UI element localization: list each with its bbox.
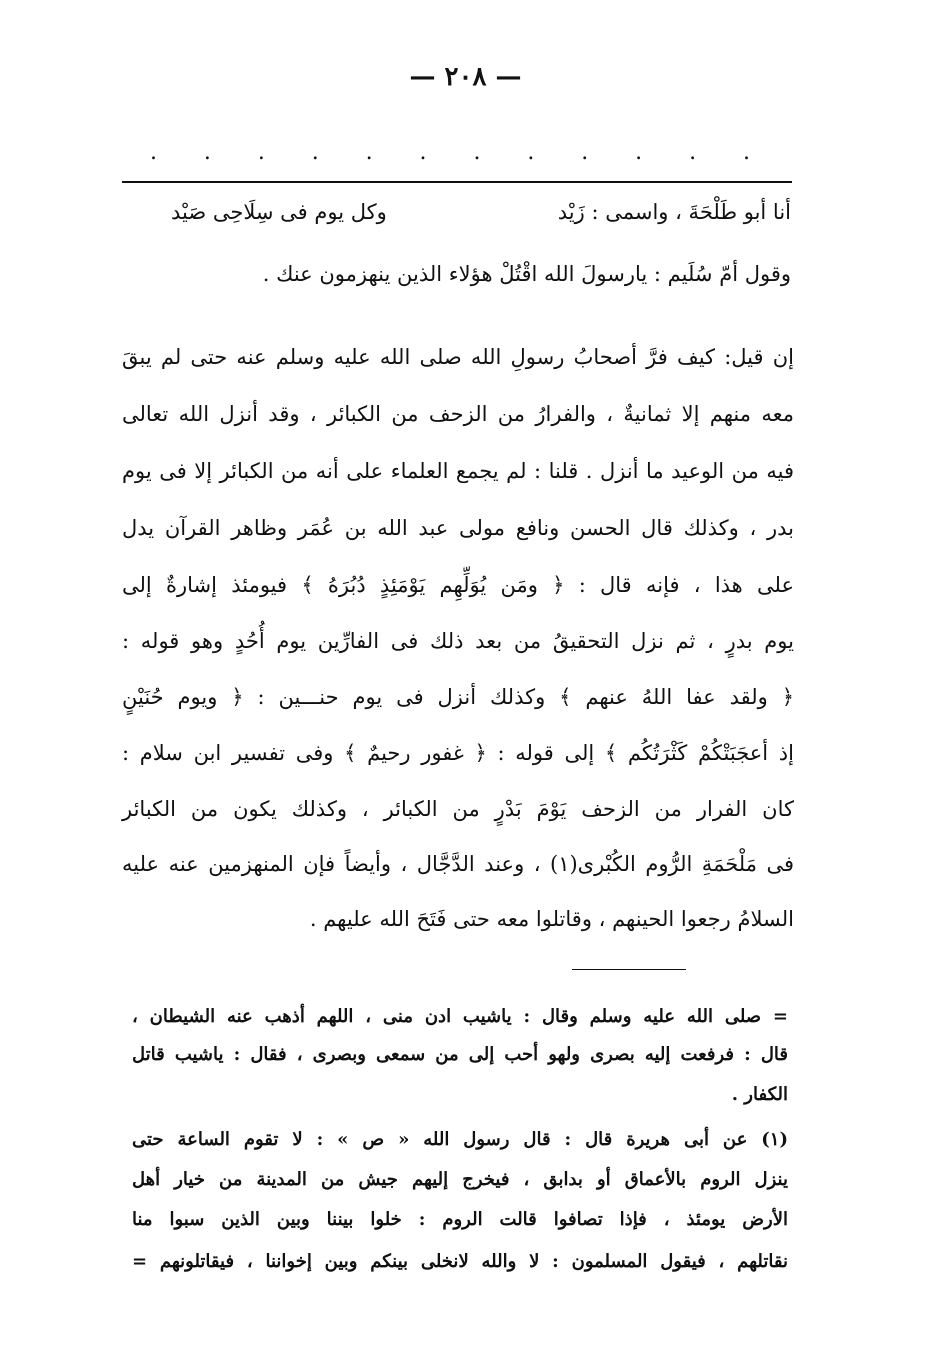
- dot: .: [473, 140, 481, 165]
- verse-line-1: [171, 200, 791, 224]
- verse-line-2: وقول أمّ سُلَيم : يارسولَ الله اقْتُلْ هؤلاء الذين ينهزمون عنك .: [262, 262, 791, 286]
- dot: .: [581, 140, 589, 165]
- dot: .: [689, 140, 697, 165]
- dot: .: [635, 140, 643, 165]
- body-line: كان الفرار من الزحف يَوْمَ بَدْرٍ من الكبائر ، وكذلك يكون من الكبائر: [122, 797, 794, 821]
- dots-row: [150, 140, 750, 165]
- footnote-line: ينزل الروم بالأعماق أو بدابق ، فيخرج إليهم جيش من المدينة من خيار أهل: [132, 1169, 788, 1190]
- dot: .: [203, 140, 211, 165]
- dot: .: [365, 140, 373, 165]
- body-line: ﴿ ولقد عفا اللهُ عنهم ﴾ وكذلك أنزل فى يوم حنـــين : ﴿ ويوم حُنَيْنٍ: [122, 685, 794, 709]
- body-line: إذ أعجَبَتْكُمْ كَثْرَتُكُم ﴾ إلى قوله : ﴿ غفور رحيمٌ ﴾ وفى تفسير ابن سلام :: [122, 741, 794, 765]
- footnote-line: = صلى الله عليه وسلم وقال : ياشيب ادن منى ، اللهم أذهب عنه الشيطان ،: [132, 1006, 788, 1027]
- dot: .: [742, 140, 750, 165]
- dot: .: [419, 140, 427, 165]
- footnote-line: نقاتلهم ، فيقول المسلمون : لا والله لانخلى بينكم وبين إخواننا ، فيقاتلونهم =: [132, 1251, 788, 1272]
- body-line: السلامُ رجعوا الحينهم ، وقاتلوا معه حتى فَتَحَ الله عليهم .: [309, 907, 794, 931]
- dot: .: [150, 140, 157, 165]
- body-line: فيه من الوعيد ما أنزل . قلنا : لم يجمع العلماء على أنه من الكبائر إلا فى يوم: [122, 459, 794, 483]
- dot: .: [527, 140, 535, 165]
- body-line: معه منهم إلا ثمانيةٌ ، والفرارُ من الزحف من الكبائر ، وقد أنزل الله تعالى: [122, 402, 794, 426]
- body-line: فى مَلْحَمَةِ الرُّوم الكُبْرى(١) ، وعند الدَّجَّال ، وأيضاً فإن المنهزمين عنه عليه: [122, 852, 794, 876]
- dot: .: [257, 140, 265, 165]
- footnote-line: قال : فرفعت إليه بصرى ولهو أحب إلى من سمعى وبصرى ، فقال : ياشيب قاتل: [132, 1044, 788, 1065]
- body-line: إن قيل: كيف فرَّ أصحابُ رسولِ الله صلى الله عليه وسلم عنه حتى لم يبقَ: [122, 345, 794, 369]
- footnote-rule: [572, 969, 686, 970]
- header-rule: [122, 181, 792, 183]
- body-line: بدر ، وكذلك قال الحسن ونافع مولى عبد الله بن عُمَر وظاهر القرآن يدل: [122, 516, 794, 540]
- footnote-line: الأرض يومئذ ، فإذا تصافوا قالت الروم : خلوا بيننا وبين الذين سبوا منا: [132, 1209, 788, 1230]
- body-line: يوم بدرٍ ، ثم نزل التحقيقُ من بعد ذلك فى الفارِّين يوم أُحُدٍ وهو قوله :: [122, 629, 794, 653]
- dot: .: [311, 140, 319, 165]
- body-line: على هذا ، فإنه قال : ﴿ ومَن يُوَلِّهِم يَوْمَئِذٍ دُبُرَهُ ﴾ فيومئذ إشارةٌ إلى: [122, 573, 794, 597]
- verse-hemistich-2: وكل يوم فى سِلَاحِى صَيْد: [171, 200, 387, 224]
- verse-hemistich-1: أنا أبو طَلْحَةَ ، واسمى : زَيْد: [557, 200, 791, 224]
- page-number: — ٢٠٨ —: [409, 62, 522, 92]
- footnote-line: (١) عن أبى هريرة قال : قال رسول الله « ص » : لا تقوم الساعة حتى: [132, 1129, 788, 1150]
- footnote-line: الكفار .: [731, 1084, 788, 1105]
